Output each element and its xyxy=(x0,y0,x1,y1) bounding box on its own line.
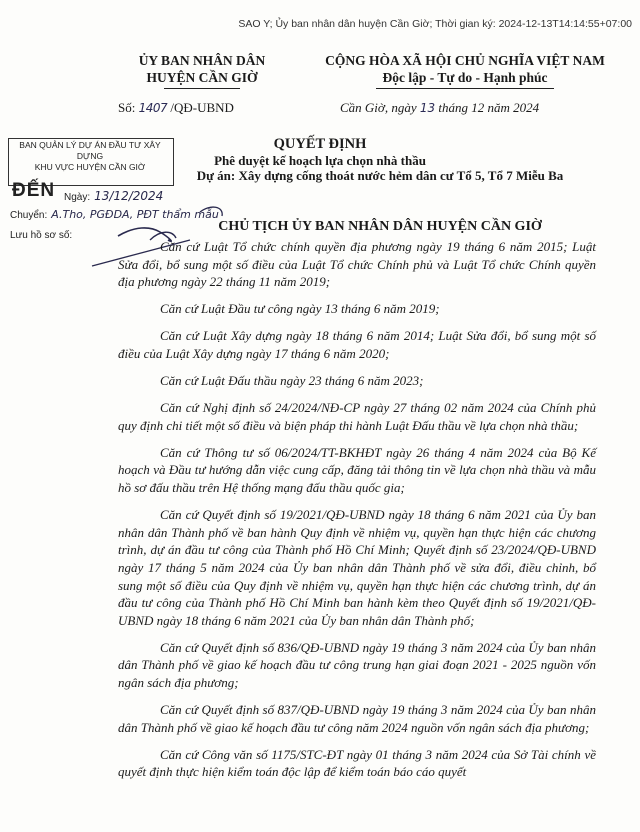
document-subtitle: Phê duyệt kế hoạch lựa chọn nhà thầu xyxy=(214,153,426,168)
date-day-handwritten: 13 xyxy=(419,101,436,115)
document-title: QUYẾT ĐỊNH xyxy=(273,136,367,152)
archive-label: Lưu hồ sơ số: xyxy=(10,230,73,241)
scribble-stroke-4 xyxy=(200,207,222,216)
forward-label: Chuyển: xyxy=(10,210,48,221)
received-stamp-line-1: BAN QUẢN LÝ DỰ ÁN ĐẦU TƯ XÂY DỰNG xyxy=(19,140,161,161)
legal-bases xyxy=(118,238,596,790)
legal-basis-paragraph: Căn cứ Luật Đầu tư công ngày 13 tháng 6 năm 2019; xyxy=(160,301,440,317)
project-name: Dự án: Xây dựng cống thoát nước hẻm dân cư Tổ 5, Tổ 7 Miễu Ba xyxy=(196,168,564,183)
place-label: Cần Giờ, ngày xyxy=(340,100,417,115)
legal-basis-paragraph: Căn cứ Luật Xây dựng ngày 18 tháng 6 năm 2014; Luật Sửa đổi, bổ sung một số điều của Luật Xây dựng ngày 17 tháng 6 năm 2020; xyxy=(118,328,596,361)
legal-basis-paragraph: Căn cứ Thông tư số 06/2024/TT-BKHĐT ngày 26 tháng 4 năm 2024 của Bộ Kế hoạch và Đầu tư hướng dẫn việc cung cấp, đăng tải thông tin về lựa chọn nhà thầu và mẫu hồ sơ đấu thầu trên Hệ thống mạng đấu thầu quốc gia; xyxy=(118,444,596,496)
legal-basis-paragraph: Căn cứ Luật Tổ chức chính quyền địa phương ngày 19 tháng 6 năm 2015; Luật Sửa đổi, bổ sung một số điều của Luật Tổ chức Chính phủ và Luật Tổ chức Chính quyền địa phương ngày 22 tháng 11 năm 2019; xyxy=(118,239,596,290)
legal-basis-paragraph: Căn cứ Nghị định số 24/2024/NĐ-CP ngày 27 tháng 02 năm 2024 của Chính phủ quy định chi tiết một số điều và biện pháp thi hành Luật Đấu thầu về lựa chọn nhà thầu; xyxy=(118,400,596,433)
agency-line-2: HUYỆN CẦN GIỜ xyxy=(146,70,258,85)
nation-line-1: CỘNG HÒA XÃ HỘI CHỦ NGHĨA VIỆT NAM xyxy=(325,53,605,68)
legal-basis-paragraph: Căn cứ Quyết định số 19/2021/QĐ-UBND ngày 18 tháng 6 năm 2021 của Ủy ban nhân dân Thành phố về ban hành Quy định về nhiệm vụ, quyền hạn thực hiện các chương trình, dự án đầu tư công của Thành phố Hồ Chí Minh; Quyết định số 23/2024/QĐ-UBND ngày 17 tháng 5 năm 2024 của Ủy ban nhân dân Thành phố về sửa đổi, điều chỉnh, bổ sung một số điều của Quy định về nhiệm vụ, quyền hạn thực hiện các chương trình, dự án đầu tư công của Thành phố Hồ Chí Minh ban hành kèm theo Quyết định số 19/2021/QĐ-UBND ngày 18 tháng 6 năm 2021 của Ủy ban nhân dân Thành phố; xyxy=(118,507,596,628)
received-stamp-line-2: KHU VỰC HUYỆN CẦN GIỜ xyxy=(34,162,146,172)
nation-line-2: Độc lập - Tự do - Hạnh phúc xyxy=(382,70,548,85)
agency-line-1: ỦY BAN NHÂN DÂN xyxy=(138,53,266,68)
doc-number-suffix: /QĐ-UBND xyxy=(170,100,234,115)
date-rest: tháng 12 năm 2024 xyxy=(438,100,540,115)
legal-basis-paragraph: Căn cứ Luật Đấu thầu ngày 23 tháng 6 năm 2023; xyxy=(160,373,424,389)
issuer-title: CHỦ TỊCH ỦY BAN NHÂN DÂN HUYỆN CẦN GIỜ xyxy=(218,219,542,234)
received-date-handwritten: 13/12/2024 xyxy=(94,189,164,203)
received-date-label: Ngày: xyxy=(64,192,91,203)
received-stamp-den: ĐẾN xyxy=(12,180,56,201)
doc-number-prefix: Số: xyxy=(118,100,136,115)
legal-basis-paragraph: Căn cứ Quyết định số 836/QĐ-UBND ngày 19 tháng 3 năm 2024 của Ủy ban nhân dân Thành phố về giao kế hoạch đầu tư công trung hạn giai đoạn 2021 - 2025 nguồn vốn ngân sách địa phương; xyxy=(118,639,596,690)
digital-signature-line: SAO Y; Ủy ban nhân dân huyện Cần Giờ; Thời gian ký: 2024-12-13T14:14:55+07:00 xyxy=(238,18,632,30)
doc-number-handwritten: 1407 xyxy=(138,101,168,115)
forward-handwritten: A.Tho, PGĐDA, PĐT thẩm mẫu xyxy=(51,208,219,221)
legal-basis-paragraph: Căn cứ Công văn số 1175/STC-ĐT ngày 01 tháng 3 năm 2024 của Sở Tài chính về quyết định thực hiện kiểm toán độc lập để kiểm toán báo cáo quyết xyxy=(118,746,596,780)
legal-basis-paragraph: Căn cứ Quyết định số 837/QĐ-UBND ngày 19 tháng 3 năm 2024 của Ủy ban nhân dân Thành phố về giao kế hoạch đầu tư công năm 2024 nguồn vốn ngân sách địa phương; xyxy=(118,702,596,735)
